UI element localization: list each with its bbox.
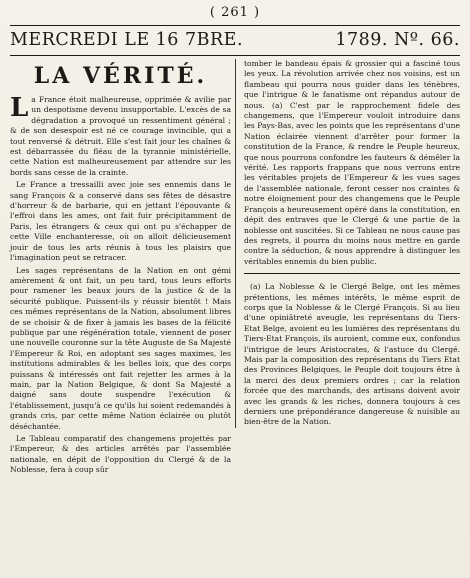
paragraph: Les sages représentans de la Nation en ont gémi amèrement & ont fait, un peu tard, tous leurs efforts pour ramener les beaux jours de la justice & de la sécurité publique. Puissent-ils y réussir bientôt ! Mais ces mêmes représentans de la Nation, absolument libres de se choisir & de fixer à jamais les bases de la félicité publique par une régénération totale, viennent de poser une nouvelle couronne sur la tête Auguste de Sa Majesté l'Empereur & Roi, en adoptant ses sages maximes, les institutions admirables & les belles loix, que des corps puissans & intéressés ont fait rejetter les armes à la main, par la Nation Belgique, & dont Sa Majesté a daigné sans doute suspendre l'exécution & l'établissement, jusqu'à ce qu'ils lui soient redemandés à grands cris, par cette même Nation éclairée ou plutôt déséchantée.: [10, 265, 231, 431]
drop-cap: L: [10, 93, 29, 123]
masthead: [10, 29, 460, 52]
page-number: ( 261 ): [209, 5, 261, 20]
top-rule: [10, 25, 460, 26]
paragraph: Le France a tressailli avec joie ses ennemis dans le sang François & a conservé dans ses fêtes de désastre d'horreur & de barbarie, qui en jettant l'épouvante & l'effroi dans les ames, ont fait fuir précipitamment de Paris, les étrangers & ceux qui ont pu s'échapper de cette Ville enchanteresse, où on alloit délicieusement jouir de tous les arts réunis à tous les plaisirs que l'imagination peut se retracer.: [10, 180, 231, 263]
article-title: LA VÉRITÉ.: [33, 63, 208, 89]
article-columns: [10, 59, 460, 478]
issue-line: 1789. Nº. 66.: [335, 30, 460, 50]
paragraph: [10, 95, 231, 178]
paragraph: tomber le bandeau épais & grossier qui a fasciné tous les yeux. La révolution arrivée chez nos voisins, est un flambeau qui pourra nous guider dans les ténèbres, que l'intrigue & le fanatisme ont répandus autour de nous. (a) C'est par le rapprochement fidele des changemens, que l'Empereur vouloit introduire dans les Pays-Bas, avec les points que les représentans d'une Nation éclairée viennent d'arrêter pour former la constitution de la France, & rendre le Peuple heureux, que nous pourrons confondre les fauteurs & démêler la vérité. Les rapports frappans que nous verrons entre les véritables projets de l'Empereur & les vues sages de l'assemblée nationale, feront cesser nos craintes & notre éloignement pour des changemens que le Peuple François a heureusement opéré dans la constitution, en dépit des entraves que le Clergé & une partie de la noblesse ont suscitées. Si ce Tableau ne nous cause pas des regrets, il pourra du moins nous mettre en garde contre la séduction, & nous apprendre à distinguer les véritables ennemis du bien public.: [244, 59, 460, 266]
right-column-body: [235, 59, 460, 428]
paragraph: Le Tableau comparatif des changemens projettés par l'Empereur, & des articles arrêtés par l'assemblée nationale, en dépit de l'opposition du Clergé & de la Noblesse, fera à coup sûr: [10, 434, 231, 475]
paragraph-text: a France étoit malheureuse, opprimée & avilie par un despotisme devenu insupportable. L'excès de sa dégradation a provoqué un ressentiment général ; & de son desespoir est né ce courage invincible, qui a tout renversé & détruit. Elle s'est fait jour les chaînes & est débarrassée du fléau de la tyrannie ministérielle, cette Nation est malheureusement par attendre sur les bords sans cesse de la crainte.: [10, 95, 231, 177]
left-column: [10, 59, 231, 478]
right-column: [239, 59, 460, 478]
footnote-separator: [244, 273, 460, 274]
masthead-rule: [10, 55, 460, 56]
date-line: MERCREDI LE 16 7BRE.: [10, 30, 244, 50]
footnote: (a) La Noblesse & le Clergé Belge, ont les mêmes prétentions, les mêmes intérêts, le même esprit de corps que la Noblesse & le Clergé François. Si au lieu d'une opiniâtreté aveugle, les représentans du Tiers-Etat Belge, avoient eu les lumières des représentans du Tiers-Etat François, ils auroient, comme eux, confondus l'intrigue de leurs Aristocrates, & l'astuce du Clergé. Mais par la composition des représentans du Tiers Etat des Provinces Belgiques, le Peuple doit toujours être à la merci des deux premiers ordres ; car la relation forcée que des marchands, des artisans doivent avoir avec les grands & les riches, donnera toujours à ces derniers une prépondérance dangereuse & nuisible au bien-être de la Nation.: [244, 282, 460, 427]
